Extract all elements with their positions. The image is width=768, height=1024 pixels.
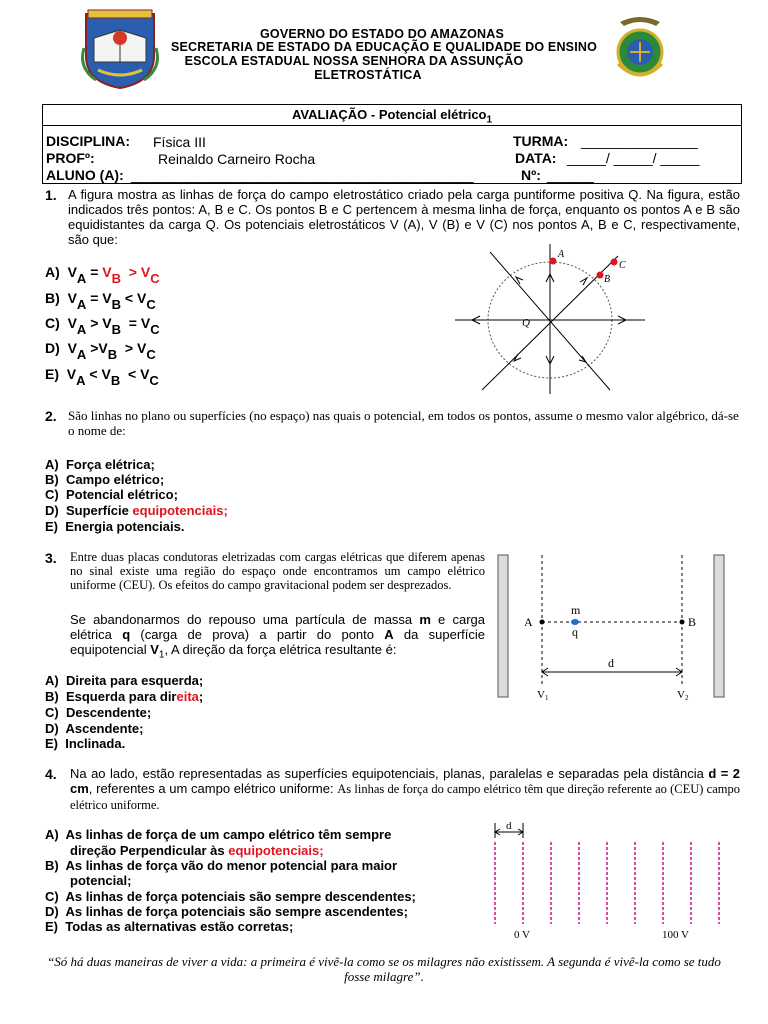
q3-fig-q: q — [572, 625, 578, 639]
q2-number: 2. — [45, 408, 57, 424]
q3-fig-b: B — [688, 615, 697, 629]
aluno-label: ALUNO (A): — [46, 167, 124, 183]
q4-option-e[interactable]: E) Todas as alternativas estão corretas; — [45, 919, 294, 934]
q4-option-a[interactable]: A) As linhas de força de um campo elétrico têm sempre — [45, 827, 392, 842]
q2-option-a[interactable]: A) Força elétrica; — [45, 457, 155, 472]
q3-option-b[interactable]: B) Esquerda para direita; — [45, 689, 204, 704]
q3-fig-v1: V1 — [537, 689, 549, 702]
header-school: ESCOLA ESTADUAL NOSSA SENHORA DA ASSUNÇÃO — [184, 54, 524, 68]
disciplina-label: DISCIPLINA: — [46, 133, 130, 149]
q3-plates-figure — [492, 553, 732, 703]
numero-label: Nº: — [521, 167, 541, 183]
q3-option-e[interactable]: E) Inclinada. — [45, 736, 126, 751]
q1-option-e[interactable]: E) VA < VB < VC — [45, 366, 159, 388]
header-secretary: SECRETARIA DE ESTADO DA EDUCAÇÃO E QUALIDADE DO ENSINO — [170, 40, 598, 54]
q1-option-b[interactable]: B) VA = VB < VC — [45, 290, 156, 312]
q1-fig-label-a: A — [558, 249, 565, 260]
q4-fig-v100: 100 V — [662, 929, 689, 941]
header-government: GOVERNO DO ESTADO DO AMAZONAS — [259, 27, 504, 41]
aluno-field[interactable]: ____________________________________________ — [131, 167, 474, 183]
q2-option-e[interactable]: E) Energia potenciais. — [45, 519, 185, 534]
q4-option-b[interactable]: B) As linhas de força vão do menor potencial para maior — [45, 858, 398, 873]
q1-fig-label-b: B — [604, 274, 611, 285]
q2-text: São linhas no plano ou superfícies (no espaço) nas quais o potencial, em todos os pontos, assume o mesmo valor algébrico, dá-se o nome de: — [68, 408, 739, 438]
q4-option-c[interactable]: C) As linhas de força potenciais são sempre descendentes; — [45, 889, 416, 904]
q3-fig-v2: V2 — [677, 689, 689, 702]
q2-option-c[interactable]: C) Potencial elétrico; — [45, 487, 178, 502]
q2-option-b[interactable]: B) Campo elétrico; — [45, 472, 165, 487]
q4-text: Na ao lado, estão representadas as superfícies equipotenciais, planas, paralelas e separadas pela distância d = 2 cm, referentes a um campo elétrico uniforme: As linhas de força do campo elétrico têm que direção referente ao (CEU) campo elétrico uniforme. — [70, 766, 740, 812]
q1-fig-label-q: Q — [522, 317, 530, 329]
exam-info-box — [42, 104, 742, 184]
q4-option-b-cont: potencial; — [70, 873, 132, 888]
q4-option-a-cont: direção Perpendicular às equipotenciais; — [70, 843, 324, 858]
q2-option-d[interactable]: D) Superfície equipotenciais; — [45, 503, 228, 518]
q3-text-2: Se abandonarmos do repouso uma partícula de massa m e carga elétrica q (carga de prova) a partir do ponto A da superfície equipotencial $V_1$, A direção da força elétrica resultante é: — [70, 612, 486, 661]
q1-text: A figura mostra as linhas de força do campo eletrostático criado pela carga puntiforme positiva Q. Na figura, estão indicados três pontos: A, B e C. Os pontos B e C pertencem à mesma linha de força, enquanto os pontos A e B são equidistantes da carga Q. Os potenciais eletrostáticos V (A), V (B) e V (C) nos pontos A, B e C, respectivamente, são que: — [68, 187, 740, 247]
data-label: DATA: — [515, 150, 557, 166]
q3-number: 3. — [45, 550, 57, 566]
q3-fig-a: A — [524, 615, 533, 629]
q4-fig-v0: 0 V — [514, 929, 530, 941]
q1-fig-label-c: C — [619, 260, 626, 271]
date-field[interactable]: _____/ _____/ _____ — [567, 150, 700, 166]
disciplina-value: Física III — [153, 134, 206, 150]
prof-value: Reinaldo Carneiro Rocha — [158, 151, 316, 167]
header-subject: ELETROSTÁTICA — [314, 68, 422, 82]
q1-option-d[interactable]: D) VA >VB > VC — [45, 340, 156, 362]
turma-label: TURMA: — [513, 133, 569, 149]
q4-option-d[interactable]: D) As linhas de força potenciais são sempre ascendentes; — [45, 904, 408, 919]
q4-equipotentials-figure — [488, 820, 733, 944]
q1-option-c[interactable]: C) VA > VB = VC — [45, 315, 160, 337]
q4-number: 4. — [45, 766, 57, 782]
prof-label: PROFº: — [46, 150, 95, 166]
q1-options — [45, 264, 245, 394]
q1-option-a[interactable]: A) VA = VB > VC — [45, 264, 160, 286]
exam-title: AVALIAÇÃO - Potencial elétrico$_1$ — [43, 105, 741, 126]
q3-option-c[interactable]: C) Descendente; — [45, 705, 152, 720]
turma-field[interactable]: _______________ — [581, 133, 698, 149]
q1-field-lines-figure — [450, 244, 650, 394]
numero-field[interactable]: ______ — [547, 167, 594, 183]
footer-quote: “Só há duas maneiras de viver a vida: a primeira é vivê-la como se os milagres não existissem. A segunda é vivê-la como se tudo fosse milagre”. — [47, 954, 721, 984]
q3-option-a[interactable]: A) Direita para esquerda; — [45, 673, 204, 688]
q4-fig-d: d — [506, 820, 512, 832]
q3-text-1: Entre duas placas condutoras eletrizadas com cargas elétricas que diferem apenas no sinal existe uma região do espaço onde encontramos um campo elétrico uniforme (CEU). Os efeitos do campo gravitacional podem ser desprezados. — [70, 550, 485, 592]
q3-option-d[interactable]: D) Ascendente; — [45, 721, 144, 736]
q3-fig-m: m — [571, 603, 581, 617]
q1-number: 1. — [45, 187, 57, 203]
q3-fig-d: d — [608, 656, 614, 670]
